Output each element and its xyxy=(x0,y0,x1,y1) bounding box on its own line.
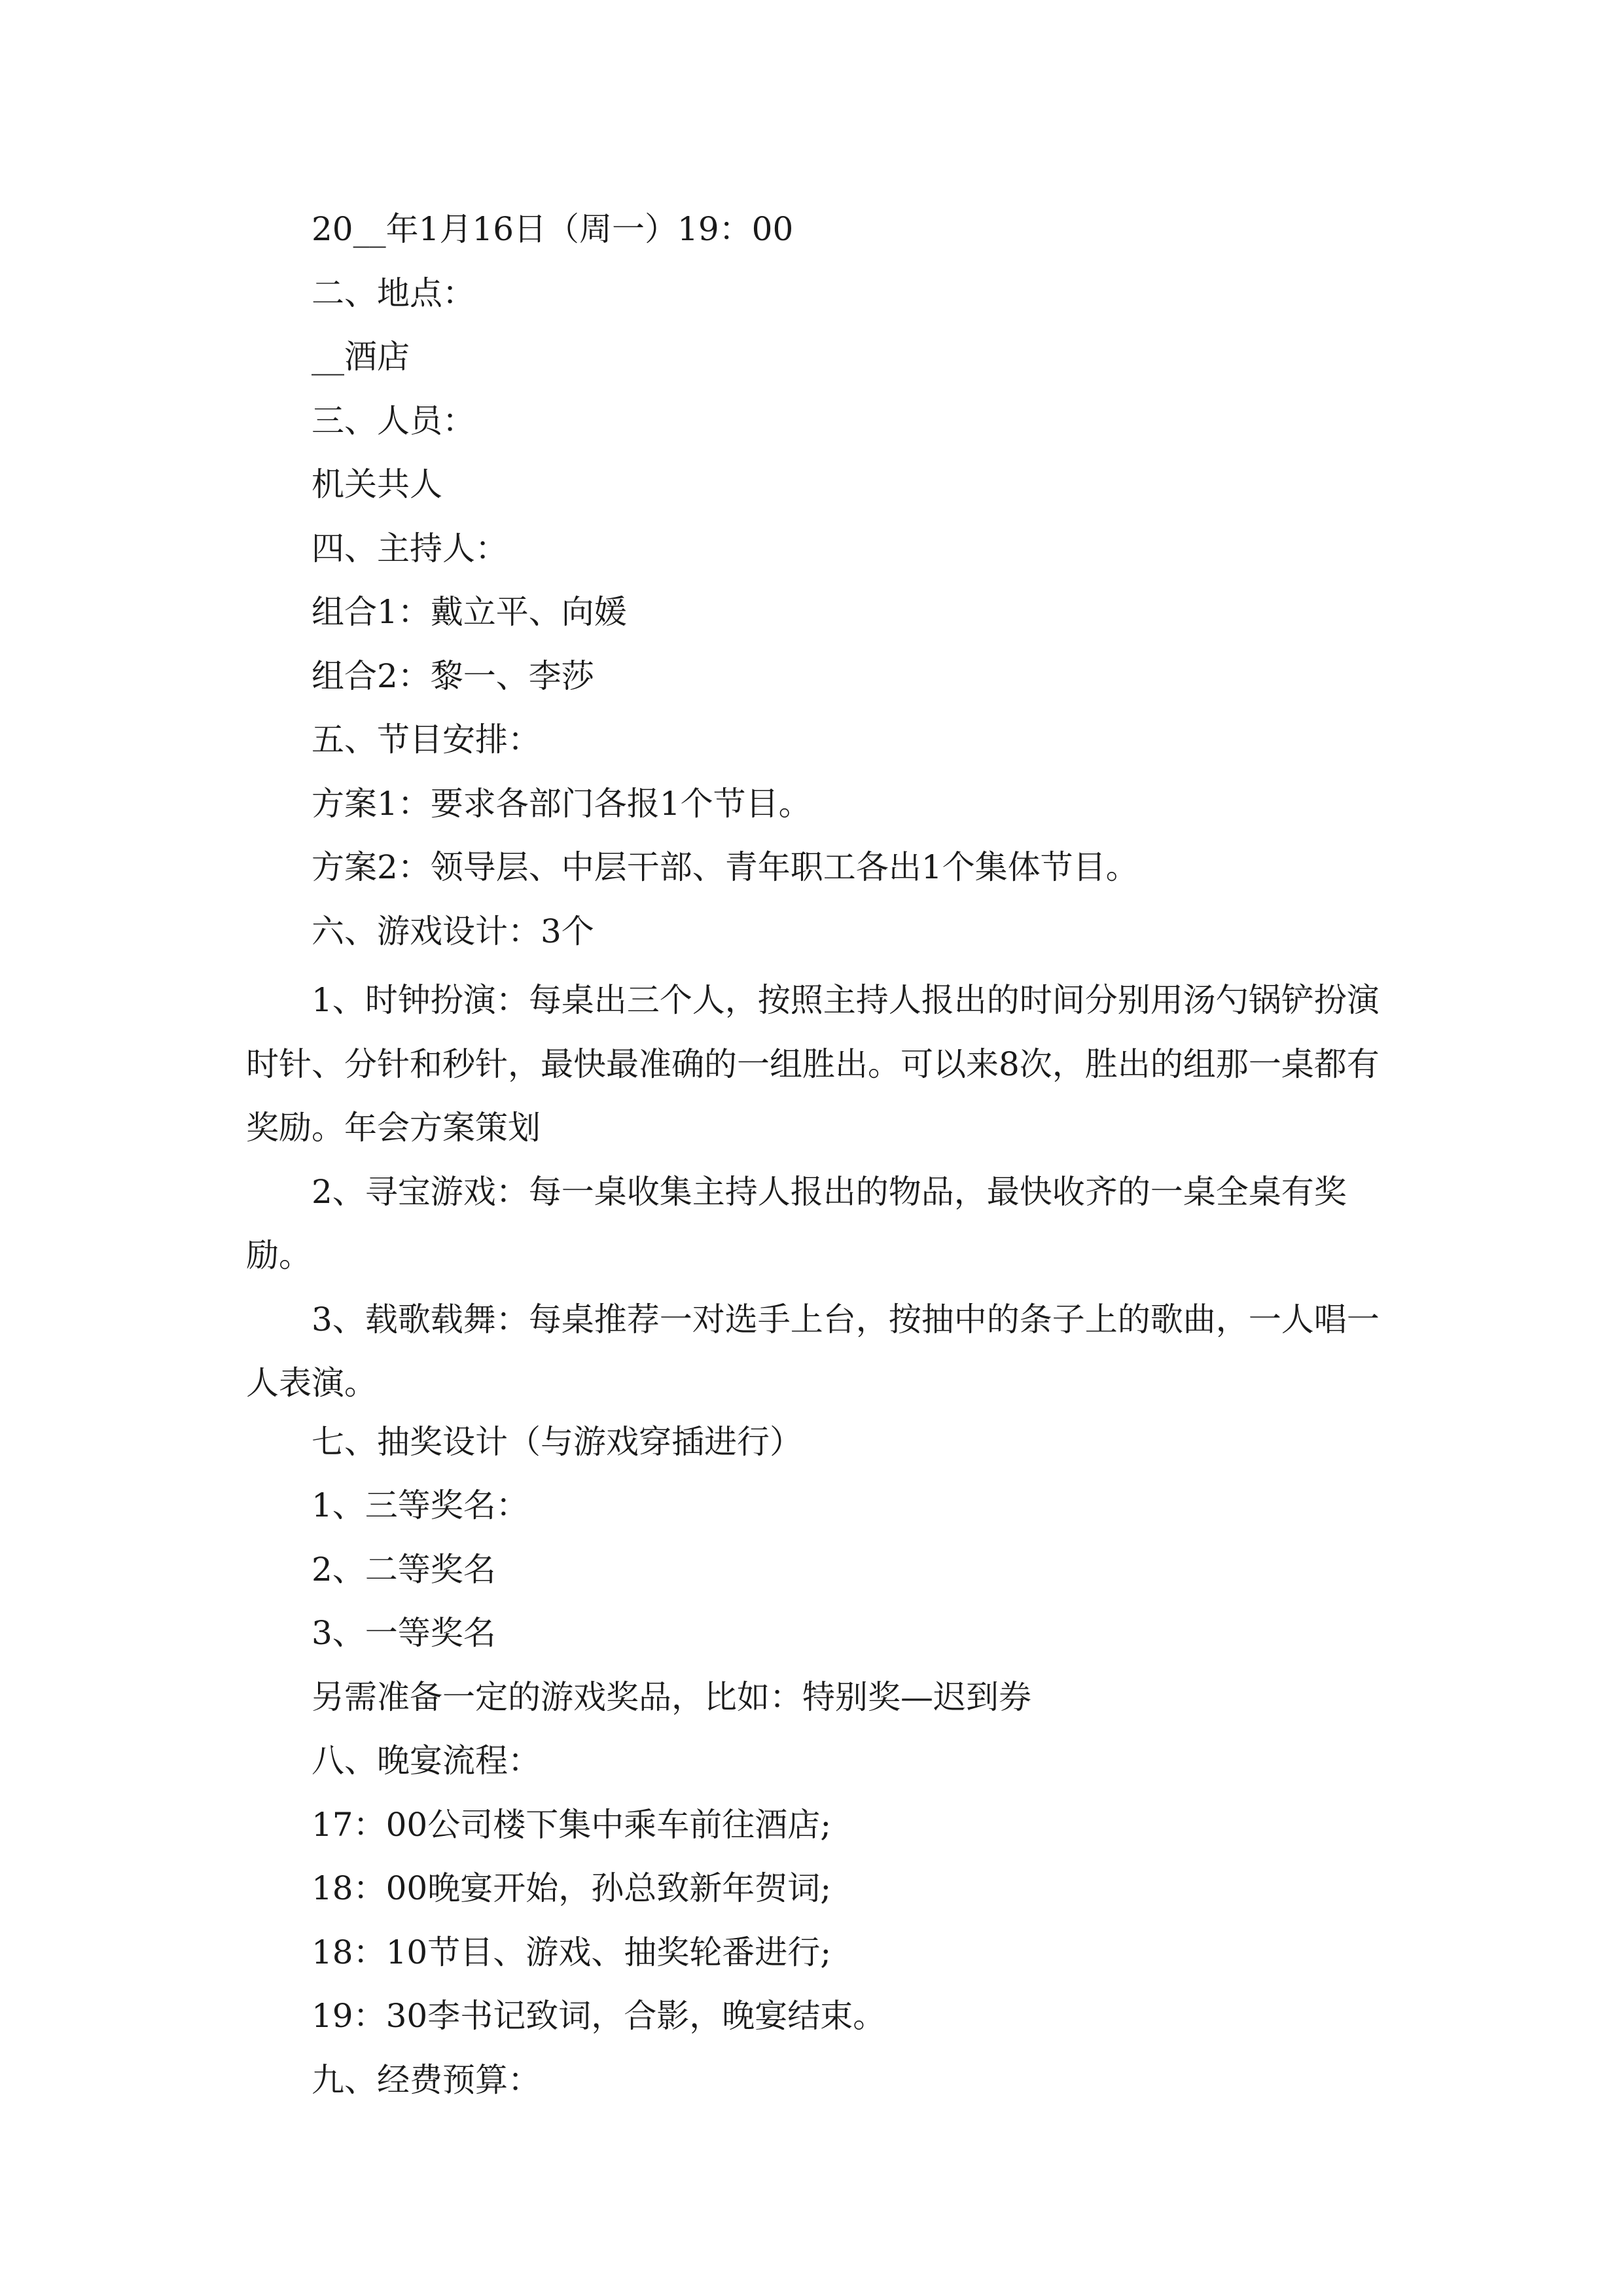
section-host-heading: 四、主持人： xyxy=(312,529,508,567)
section-schedule-heading: 八、晚宴流程： xyxy=(312,1742,541,1780)
lottery-extra-note: 另需准备一定的游戏奖品，比如：特别奖—迟到券 xyxy=(312,1677,1031,1716)
lottery-second-prize: 2、二等奖名 xyxy=(312,1550,496,1588)
program-plan-1: 方案1：要求各部门各报1个节目。 xyxy=(312,784,812,823)
location-value: __酒店 xyxy=(312,338,410,376)
section-lottery-heading: 七、抽奖设计（与游戏穿插进行） xyxy=(312,1422,802,1461)
schedule-item-3: 18：10节目、游戏、抽奖轮番进行; xyxy=(312,1933,832,1971)
section-games-heading: 六、游戏设计：3个 xyxy=(312,912,594,950)
game-3-paragraph: 3、载歌载舞：每桌推荐一对选手上台，按抽中的条子上的歌曲，一人唱一人表演。 xyxy=(246,1300,1380,1402)
lottery-third-prize: 1、三等奖名： xyxy=(312,1486,529,1524)
lottery-first-prize: 3、一等奖名 xyxy=(312,1614,496,1652)
document-body xyxy=(246,203,1403,2117)
program-plan-2: 方案2：领导层、中层干部、青年职工各出1个集体节目。 xyxy=(312,848,1139,886)
section-location-heading: 二、地点： xyxy=(312,274,475,312)
schedule-item-2: 18：00晚宴开始，孙总致新年贺词; xyxy=(312,1869,832,1907)
host-group-1: 组合1：戴立平、向媛 xyxy=(312,593,627,631)
game-2-paragraph: 2、寻宝游戏：每一桌收集主持人报出的物品，最快收齐的一桌全桌有奖励。 xyxy=(246,1172,1347,1274)
personnel-value: 机关共人 xyxy=(312,465,442,503)
host-group-2: 组合2：黎一、李莎 xyxy=(312,656,594,695)
section-budget-heading: 九、经费预算： xyxy=(312,2060,541,2099)
section-program-heading: 五、节目安排： xyxy=(312,721,541,759)
schedule-item-1: 17：00公司楼下集中乘车前往酒店; xyxy=(312,1805,832,1844)
game-1-paragraph: 1、时钟扮演：每桌出三个人，按照主持人报出的时间分别用汤勺锅铲扮演时针、分针和秒针，最快最准确的一组胜出。可以来8次，胜出的组那一桌都有奖励。年会方案策划 xyxy=(246,981,1380,1147)
section-personnel-heading: 三、人员： xyxy=(312,401,475,440)
time-line: 20__年1月16日（周一）19：00 xyxy=(312,210,794,248)
schedule-item-4: 19：30李书记致词，合影，晚宴结束。 xyxy=(312,1997,886,2035)
